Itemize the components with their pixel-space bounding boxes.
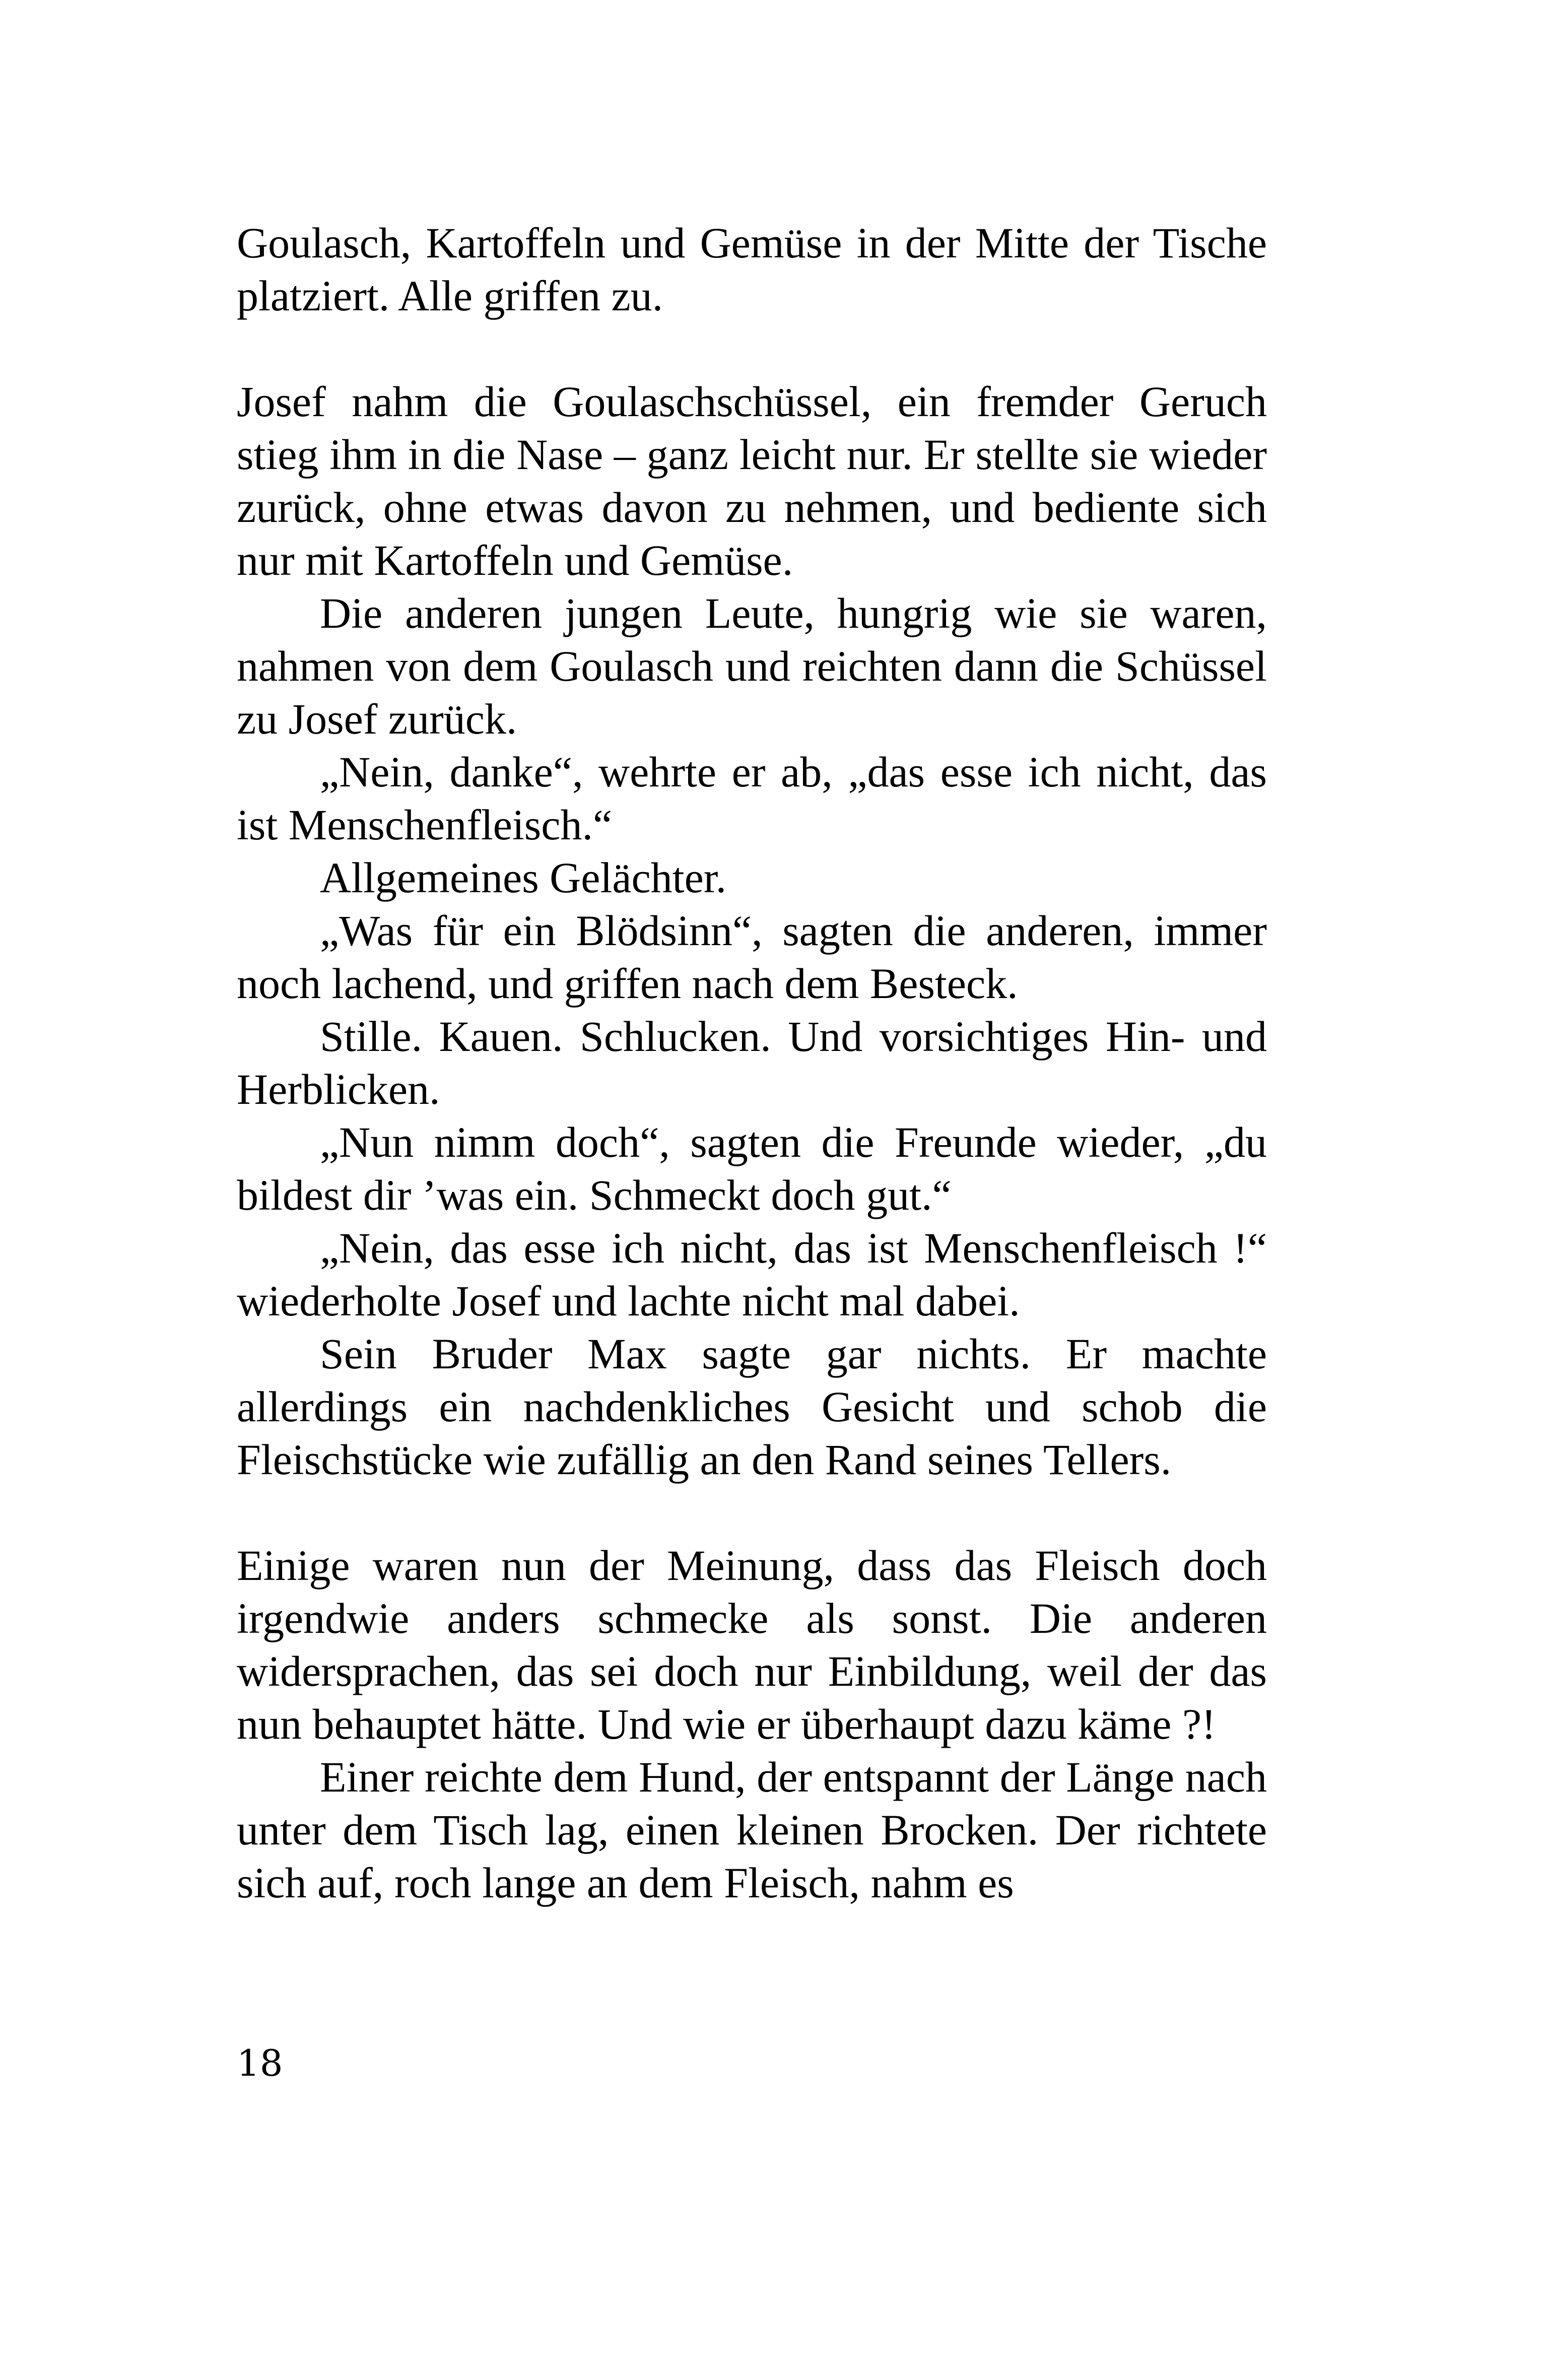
page-number: 18 — [237, 2042, 283, 2084]
body-text — [237, 217, 1267, 1909]
paragraph: „Nun nimm doch“, sagten die Freunde wieder, „du bildest dir ’was ein. Schmeckt doch gut.“ — [237, 1118, 1267, 1219]
paragraph: Die anderen jungen Leute, hungrig wie sie waren, nahmen von dem Goulasch und reichten dann die Schüssel zu Josef zurück. — [237, 589, 1267, 743]
paragraph: Sein Bruder Max sagte gar nichts. Er machte allerdings ein nachdenkliches Gesicht und schob die Fleischstücke wie zufällig an den Rand seines Tellers. — [237, 1330, 1267, 1484]
paragraph: Stille. Kauen. Schlucken. Und vorsichtiges Hin- und Herblicken. — [237, 1012, 1267, 1113]
paragraph: Einige waren nun der Meinung, dass das Fleisch doch irgendwie anders schmecke als sonst. Die anderen widersprachen, das sei doch nur Einbildung, weil der das nun behauptet hätte. Und wie er überhaupt dazu käme ?! — [237, 1541, 1267, 1748]
paragraph: Josef nahm die Goulaschschüssel, ein fremder Geruch stieg ihm in die Nase – ganz leicht nur. Er stellte sie wieder zurück, ohne etwas davon zu nehmen, und bediente sich nur mit Kartoffeln und Gemüse. — [237, 377, 1267, 584]
paragraph: „Nein, das esse ich nicht, das ist Menschenfleisch !“ wiederholte Josef und lachte nicht mal dabei. — [237, 1224, 1267, 1325]
paragraph: Goulasch, Kartoffeln und Gemüse in der Mitte der Tische platziert. Alle griffen zu. — [237, 219, 1267, 320]
paragraph: „Was für ein Blödsinn“, sagten die anderen, immer noch lachend, und griffen nach dem Besteck. — [237, 906, 1267, 1008]
paragraph: „Nein, danke“, wehrte er ab, „das esse ich nicht, das ist Menschenfleisch.“ — [237, 748, 1267, 849]
paragraph: Einer reichte dem Hund, der entspannt der Länge nach unter dem Tisch lag, einen kleinen Brocken. Der richtete sich auf, roch lange an dem Fleisch, nahm es — [237, 1753, 1267, 1907]
paragraph: Allgemeines Gelächter. — [320, 853, 727, 902]
